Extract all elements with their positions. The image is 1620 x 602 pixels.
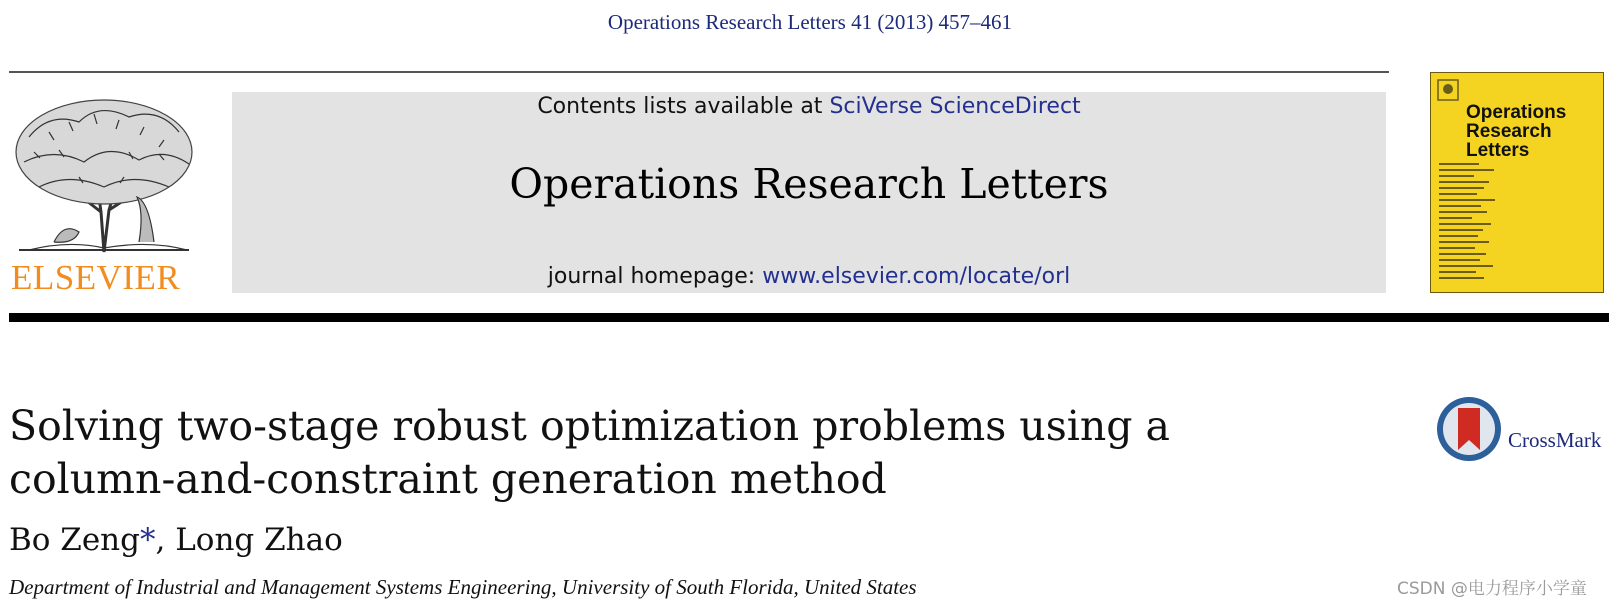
journal-cover[interactable] <box>1430 72 1604 293</box>
author-separator: , <box>155 522 176 558</box>
homepage-prefix: journal homepage: <box>547 264 763 289</box>
cover-title-line: Operations <box>1466 102 1567 123</box>
author-list <box>9 522 343 558</box>
cover-title-line: Letters <box>1466 140 1530 161</box>
contents-line <box>232 94 1386 119</box>
homepage-link[interactable]: www.elsevier.com/locate/orl <box>762 264 1071 289</box>
cover-contents-lines <box>1439 163 1499 283</box>
publisher-wordmark: ELSEVIER <box>11 258 181 297</box>
sciencedirect-link[interactable]: SciVerse ScienceDirect <box>829 94 1081 119</box>
journal-citation: Operations Research Letters 41 (2013) 457–461 <box>607 10 1013 34</box>
author-affiliation: Department of Industrial and Management Systems Engineering, University of South Florida, United States <box>9 575 917 599</box>
corresponding-author-marker[interactable]: * <box>140 522 156 558</box>
homepage-line <box>232 264 1386 289</box>
header-divider <box>9 71 1389 73</box>
banner-divider <box>9 313 1609 322</box>
contents-prefix: Contents lists available at <box>537 94 830 119</box>
cover-publisher-icon <box>1437 79 1459 101</box>
author-name[interactable]: Bo Zeng <box>9 522 140 558</box>
cover-title-line: Research <box>1466 121 1552 142</box>
csdn-watermark: CSDN @电力程序小学童 <box>1397 579 1587 599</box>
crossmark-label[interactable]: CrossMark <box>1508 428 1602 452</box>
journal-name: Operations Research Letters <box>509 160 1109 208</box>
article-title <box>9 400 1209 506</box>
article-title-line: Solving two-stage robust optimization problems using a <box>9 402 1170 450</box>
article-title-line: column-and-constraint generation method <box>9 455 887 503</box>
author-name[interactable]: Long Zhao <box>175 522 343 558</box>
crossmark-icon[interactable] <box>1434 394 1504 464</box>
cover-title <box>1466 103 1566 160</box>
